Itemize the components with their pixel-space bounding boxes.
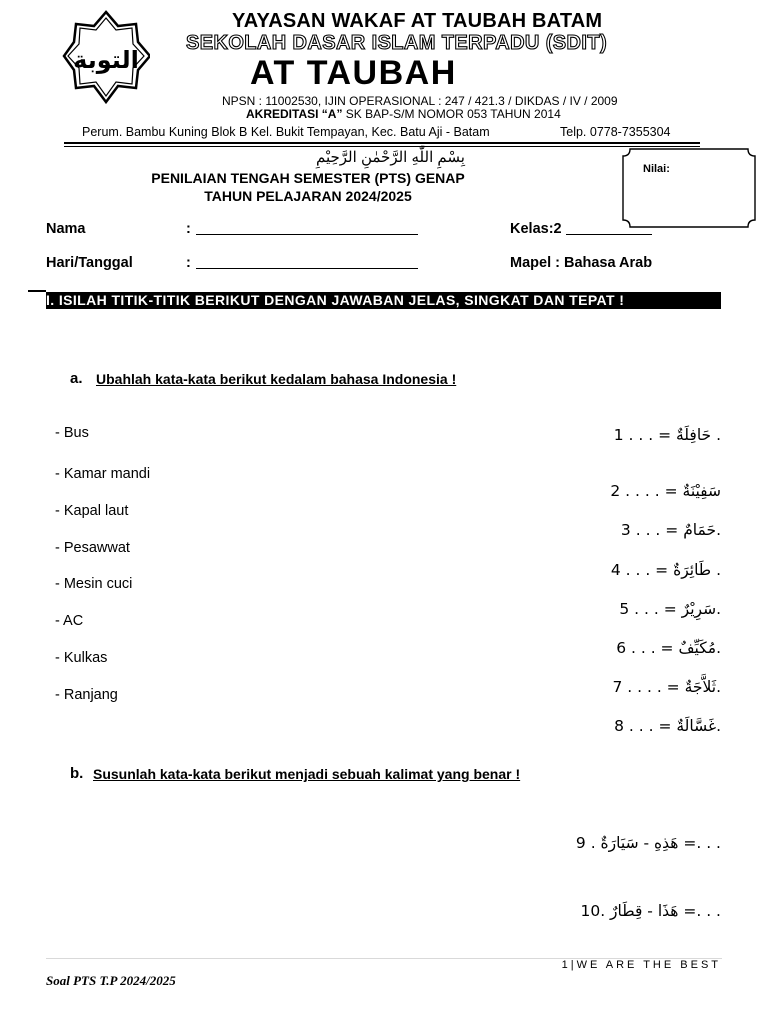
question-6: مُكَيِّفٌ = . . . 6. [616, 639, 721, 657]
header-rule-thin [64, 146, 700, 147]
question-1: حَافِلَةٌ = . . . 1 . [613, 426, 721, 444]
school-address: Perum. Bambu Kuning Blok B Kel. Bukit Tempayan, Kec. Batu Aji - Batam [82, 125, 490, 139]
score-box [622, 148, 756, 228]
choice-item: - Kulkas [55, 650, 108, 666]
question-4: طَائِرَةٌ = . . . 4 . [610, 561, 721, 579]
page-number-footer: 1|WE ARE THE BEST [561, 959, 721, 971]
class-label: Kelas:2 [510, 221, 562, 237]
choice-item: - Ranjang [55, 687, 118, 703]
choice-item: - Bus [55, 425, 89, 441]
exam-title-text: PENILAIAN TENGAH SEMESTER (PTS) GENAP [151, 170, 465, 186]
accreditation-detail: SK BAP-S/M NOMOR 053 TAHUN 2014 [342, 107, 561, 121]
school-phone: Telp. 0778-7355304 [560, 125, 671, 139]
question-2: سَفِيْنَةٌ = . . . . 2 [610, 482, 721, 500]
logo-calligraphy: التوبة [73, 46, 139, 74]
accreditation-label: AKREDITASI “A” [246, 107, 343, 121]
choice-item: - Kamar mandi [55, 466, 151, 482]
question-10: هَذَا - قِطَارٌ .10 =. . . [580, 902, 721, 920]
date-field[interactable] [196, 256, 418, 269]
foundation-name: YAYASAN WAKAF AT TAUBAH BATAM [232, 10, 603, 32]
question-9: هَذِهِ - سَيَارَةٌ . 9 =. . . [575, 834, 721, 852]
question-3: حَمَامٌ = . . . 3. [620, 521, 721, 539]
name-field[interactable] [196, 222, 418, 235]
choice-item: - AC [55, 613, 84, 629]
name-colon: : [186, 221, 191, 237]
date-colon: : [186, 255, 191, 271]
part-a-instruction: Ubahlah kata-kata berikut kedalam bahasa Indonesia ! [96, 371, 457, 387]
name-label: Nama [46, 221, 86, 237]
section-mark [28, 290, 46, 292]
class-field[interactable] [566, 222, 652, 235]
header-rule-thick [64, 142, 700, 144]
choice-item: - Mesin cuci [55, 576, 133, 592]
choice-item: - Pesawwat [55, 540, 130, 556]
accreditation-line [246, 107, 561, 121]
question-8: غَسَّالَةٌ = . . . 8. [614, 717, 721, 735]
exam-year-text: TAHUN PELAJARAN 2024/2025 [204, 188, 412, 204]
school-logo [62, 10, 150, 116]
section-title: I. ISILAH TITIK-TITIK BERIKUT DENGAN JAWABAN JELAS, SINGKAT DAN TEPAT ! [46, 292, 625, 308]
school-name: AT TAUBAH [250, 54, 457, 92]
subject-label: Mapel : Bahasa Arab [510, 255, 653, 271]
basmala: بِسْمِ اللّٰهِ الرَّحْمٰنِ الرَّحِيْمِ [316, 149, 465, 166]
question-5: سَرِيْرٌ = . . . 5. [619, 600, 721, 618]
part-b-letter: b. [70, 765, 84, 782]
date-label: Hari/Tanggal [46, 255, 133, 271]
score-label: Nilai: [643, 163, 670, 175]
school-type: SEKOLAH DASAR ISLAM TERPADU (SDIT) [186, 32, 608, 54]
part-a-letter: a. [70, 370, 83, 387]
part-b-instruction: Susunlah kata-kata berikut menjadi sebuah kalimat yang benar ! [93, 766, 521, 782]
npsn-line: NPSN : 11002530, IJIN OPERASIONAL : 247 / 421.3 / DIKDAS / IV / 2009 [222, 94, 618, 108]
choice-item: - Kapal laut [55, 503, 129, 519]
document-footer-title: Soal PTS T.P 2024/2025 [46, 973, 176, 988]
question-7: ثَلاَّجَةٌ = . . . . 7. [612, 678, 721, 696]
